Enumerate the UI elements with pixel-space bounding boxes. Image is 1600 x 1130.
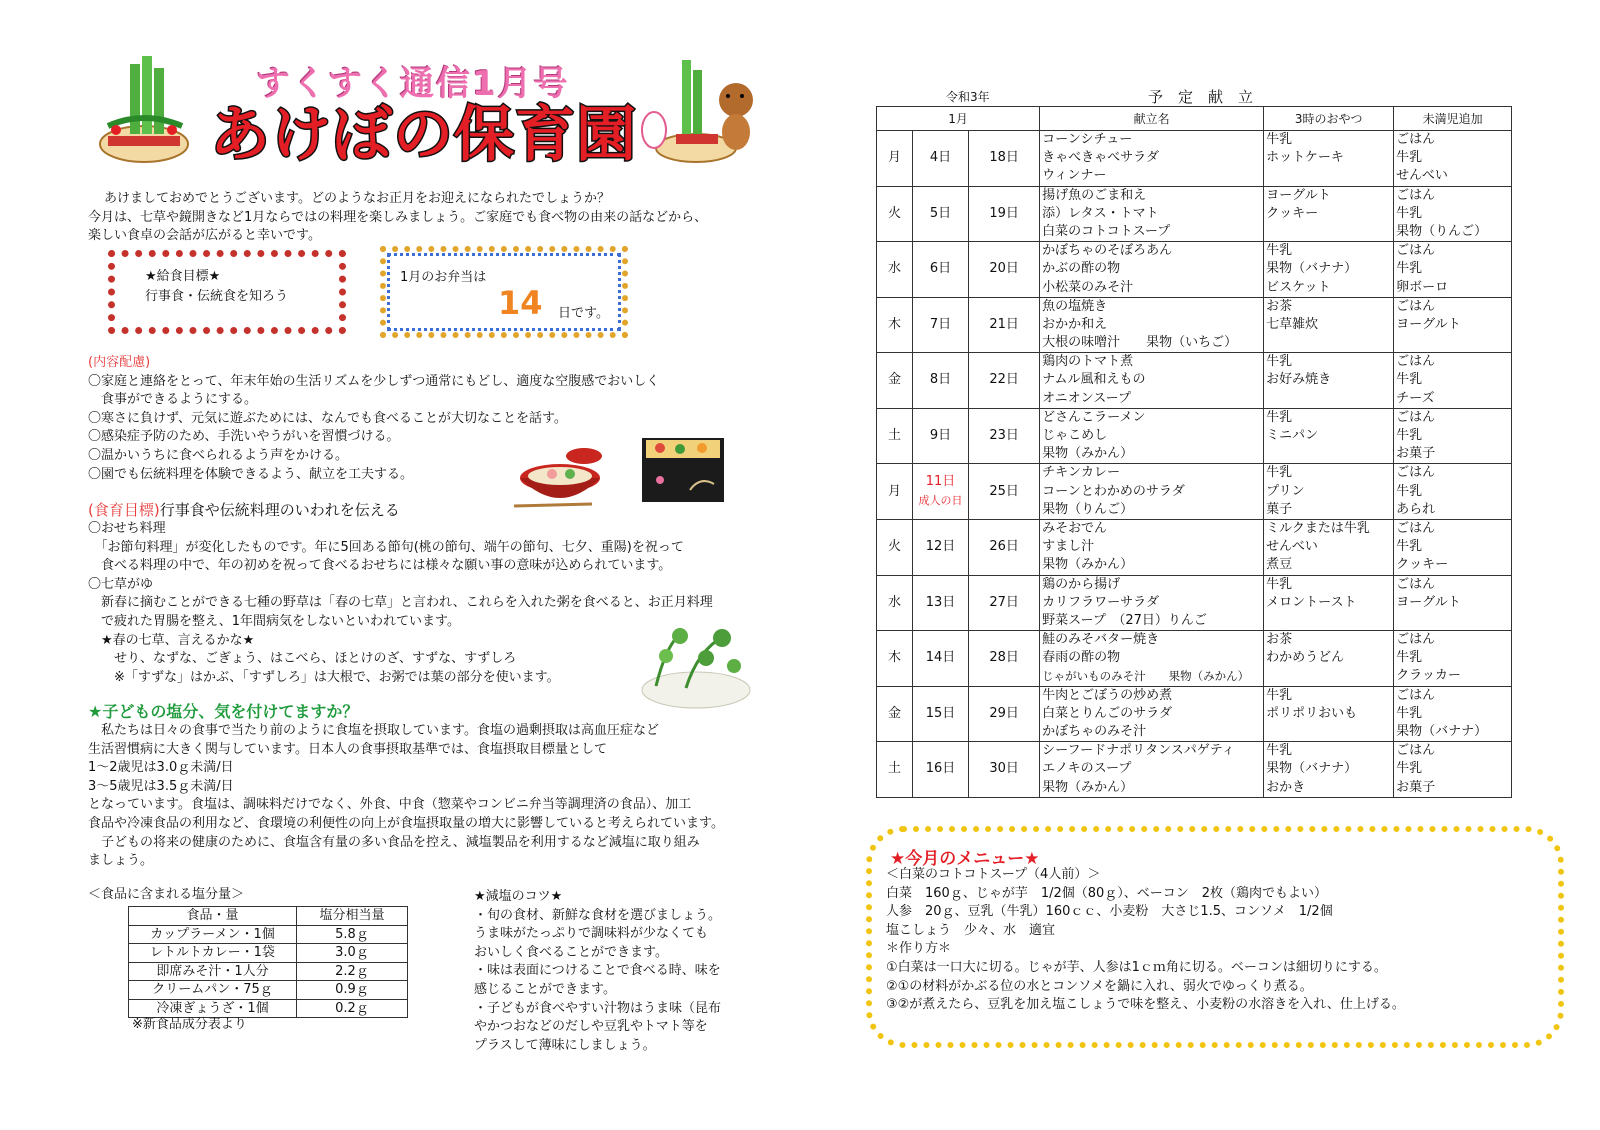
main-line: 白菜のコトコトスープ [1042,223,1171,239]
table-row [129,999,408,1018]
salt-line: ましょう。 [88,853,154,869]
food-goal-heading-text: 行事食や伝統料理のいわれを伝える [159,501,400,519]
tips-line: うま味がたっぷりで調味料が少なくても [474,926,709,942]
snack-line: お茶 [1266,632,1293,648]
date-cell: 27日 [989,594,1019,610]
main-line: 牛肉とごぼうの炒め煮 [1042,687,1173,703]
salt-line: 食品や冷凍食品の利用など、食環境の利便性の向上が食塩摂取量の増大に影響していると考えられています。 [88,815,724,831]
date-cell: 6日 [929,261,952,277]
date-cell: 9日 [929,427,952,443]
recipe-line: 人参 20ｇ、豆乳（牛乳）160ｃｃ、小麦粉 大さじ1.5、コンソメ 1/2個 [886,904,1333,920]
menu-header-extra: 未満児追加 [1394,107,1512,131]
menu-header-snack: 3時のおやつ [1264,107,1394,131]
date-cell: 23日 [989,427,1019,443]
food-cell: カップラーメン・1個 [129,925,297,944]
date-cell: 21日 [989,316,1019,332]
menu-row [877,353,1512,409]
date-cell: 13日 [925,594,956,610]
food-cell: クリームパン・75ｇ [129,981,297,1000]
snack-line [1266,167,1391,185]
snack-line: お好み焼き [1266,372,1332,388]
snack-line: せんべい [1266,539,1318,555]
extra-line: 牛乳 [1396,761,1423,777]
extra-line: 牛乳 [1396,150,1423,166]
tips-line: やかつおなどのだしや豆乳やトマト等を [474,1019,708,1035]
salt-cell: 0.9ｇ [297,981,408,1000]
date-cell: 19日 [989,205,1019,221]
bento-days-number: 14 [498,284,543,322]
kadomatsu-left-image [98,54,190,166]
salt-table-note: ※新食品成分表より [132,1017,247,1032]
weekday-cell: 金 [887,372,901,388]
extra-line: クッキー [1396,557,1449,573]
snack-line: 牛乳 [1266,687,1293,703]
tips-line: おいしく食べることができます。 [474,944,668,960]
recipe-line: ＊作り方＊ [886,941,952,957]
date-cell: 12日 [925,539,956,555]
snack-line [1266,667,1391,685]
weekday-cell: 木 [887,316,901,332]
food-cell: レトルトカレー・1袋 [129,944,297,963]
extra-line [1396,334,1509,352]
extra-line: 果物（りんご） [1396,223,1488,239]
main-line: じゃこめし [1042,428,1108,443]
menu-row [877,575,1512,631]
main-line: 揚げ魚のごま和え [1042,187,1147,203]
food-goal-line: ※「すずな」はかぶ、「すずしろ」は大根で、お粥では葉の部分を使います。 [88,669,560,685]
snack-line [1266,390,1391,408]
snack-line: クッキー [1266,205,1319,221]
main-line: 鶏肉のトマト煮 [1042,354,1134,370]
food-goal-heading: (食育目標) [88,501,160,519]
snack-line [1266,334,1391,352]
recipe-line: ②①の材料がかぶる位の水とコンソメを鍋に入れ、弱火でゆっくり煮る。 [886,978,1313,994]
goal-box [108,250,346,334]
snack-line [1266,445,1391,463]
menu-header-month: 1月 [877,107,1040,131]
recipe-line: 塩こしょう 少々、水 適宜 [886,922,1056,938]
main-line: 春雨の酢の物 [1042,650,1121,666]
main-line: 果物（みかん） [1042,557,1134,573]
main-line: 果物（りんご） [1042,501,1134,517]
extra-line: 牛乳 [1396,428,1423,443]
extra-line: ごはん [1396,520,1436,536]
main-line: 添）レタス・トマト [1042,205,1159,221]
snack-line: プリン [1266,483,1305,499]
salt-line: 生活習慣病に大きく関与しています。日本人の食事摂取基準では、食塩摂取目標量として [88,741,607,757]
recipe-box [866,826,1564,1048]
salt-line: 私たちは日々の食事で当たり前のように食塩を摂取しています。食塩の過剰摂取は高血圧症など [88,723,659,738]
kadomatsu-animals-image [636,56,762,164]
bento-suffix: 日です。 [558,306,609,321]
food-goal-line: 〇七草がゆ [88,576,154,592]
nanakusa-herbs-image [636,626,754,712]
menu-title: 予 定 献 立 [1148,88,1254,106]
date-cell: 28日 [989,650,1019,666]
content-line: 〇温かいうちに食べられるよう声をかける。 [88,447,349,463]
snack-line: 牛乳 [1266,243,1293,259]
extra-line: あられ [1396,501,1436,517]
date-cell: 7日 [929,316,952,332]
date-cell: 16日 [925,761,956,777]
snack-line: 果物（バナナ） [1266,761,1358,777]
tips-line: プラスして薄味にしましょう。 [474,1037,656,1053]
extra-line: 果物（バナナ） [1396,724,1488,739]
intro-text [88,190,768,246]
extra-line: ごはん [1396,187,1436,203]
extra-line: お菓子 [1396,779,1436,795]
main-line: 果物（みかん） [1042,446,1134,462]
date-cell: 20日 [989,261,1019,277]
salt-table-caption: ＜食品に含まれる塩分量＞ [88,887,245,902]
main-line: 小松菜のみそ汁 [1042,279,1134,295]
food-goal-line: ★春の七草、言えるかな★ [88,632,255,648]
extra-line: ごはん [1396,632,1436,648]
recipe-body [886,866,1405,1015]
content-line: 〇感染症予防のため、手洗いやうがいを習慣づける。 [88,429,400,445]
extra-line: 牛乳 [1396,372,1423,388]
table-row [129,925,408,944]
main-line: 果物（みかん） [1042,779,1134,795]
menu-header-dishes: 献立名 [1040,107,1264,131]
snack-line [1266,223,1391,241]
main-line: かぼちゃのみそ汁 [1042,724,1147,739]
nursery-name-title: あけぼの保育園 [210,100,637,170]
content-line: 〇寒さに負けず、元気に遊ぶためには、なんでも食べることが大切なことを話す。 [88,410,567,426]
main-line: かぼちゃのそぼろあん [1042,243,1173,259]
recipe-line: ①白菜は一口大に切る。じゃが芋、人参は1ｃｍ角に切る。ベーコンは細切りにする。 [886,959,1387,975]
content-line: 〇園でも伝統料理を体験できるよう、献立を工夫する。 [88,466,414,482]
snack-line: ビスケット [1266,279,1331,295]
main-line: どさんこラーメン [1042,409,1146,425]
menu-row [877,186,1512,242]
snack-line: ミニパン [1266,428,1319,443]
date-cell: 8日 [929,372,952,388]
salt-section [88,702,778,871]
main-line: ウィンナー [1042,168,1107,184]
snack-line: 七草雑炊 [1266,316,1319,332]
salt-heading: ★子どもの塩分、気を付けてますか？ [88,702,359,721]
food-goal-line: 食べる料理の中で、年の初めを祝って食べるおせちには様々な願い事の意味が込められています。 [88,558,672,574]
snack-line: お茶 [1266,298,1293,314]
extra-line: ごはん [1396,354,1436,370]
extra-line: 牛乳 [1396,205,1423,221]
date-cell: 30日 [989,761,1019,777]
extra-line: ヨーグルト [1396,316,1461,332]
salt-table-header: 塩分相当量 [297,907,408,926]
recipe-heading: ★今月のメニュー★ [890,849,1040,869]
newsletter-issue-title: すくすく通信1月号 [256,64,570,104]
salt-line: となっています。食塩は、調味料だけでなく、外食、中食（惣菜やコンビニ弁当等調理済の食品）、加工 [88,797,692,813]
extra-line: せんべい [1396,168,1448,184]
main-line: ナムル風和えもの [1042,372,1146,388]
salt-cell: 2.2ｇ [297,962,408,981]
intro-line: あけましておめでとうございます。どのようなお正月をお迎えになられたでしょうか？ [104,191,610,206]
snack-line: おかき [1266,779,1306,795]
recipe-line: ＜白菜のコトコトスープ（4人前）＞ [886,867,1101,882]
recipe-line: 白菜 160ｇ、じゃが芋 1/2個（80ｇ）、ベーコン 2枚（鶏肉でもよい） [886,885,1328,901]
weekday-cell: 月 [887,483,901,499]
extra-line: クラッカー [1396,668,1461,684]
food-cell: 即席みそ汁・1人分 [129,962,297,981]
extra-line: 牛乳 [1396,650,1423,666]
main-line: カリフラワーサラダ [1042,594,1160,610]
snack-line: 牛乳 [1266,354,1293,370]
snack-line: わかめうどん [1266,650,1345,666]
tips-line: ・味は表面につけることで食べる時、味を [474,963,721,979]
extra-line: 牛乳 [1396,261,1423,277]
snack-line [1266,612,1391,630]
main-line: 大根の味噌汁 果物（いちご） [1042,335,1238,351]
salt-line: 子どもの将来の健康のために、食塩含有量の多い食品を控え、減塩製品を利用するなど減塩に取り組み [88,834,700,850]
extra-line: ごはん [1396,243,1436,259]
goal-box-text: 行事食・伝統食を知ろう [145,289,289,304]
weekday-cell: 月 [887,150,901,166]
extra-line: 牛乳 [1396,539,1423,555]
main-line: みそおでん [1042,520,1108,536]
date-cell: 5日 [929,205,952,221]
salt-cell: 3.0ｇ [297,944,408,963]
menu-row [877,742,1512,798]
main-line: シーフードナポリタンスパゲティ [1042,743,1235,759]
salt-table [128,906,408,1018]
snack-line: ポリポリおいも [1266,705,1358,721]
main-line: じゃがいものみそ汁 果物（みかん） [1042,669,1250,684]
snack-line: 菓子 [1266,501,1293,517]
extra-line: ヨーグルト [1396,594,1461,610]
weekday-cell: 水 [887,261,901,277]
tips-line: 感じることができます。 [474,981,616,997]
table-row [129,962,408,981]
intro-line: 今月は、七草や鏡開きなど1月ならではの料理を楽しみましょう。ご家庭でも食べ物の由来の話などから、 [88,209,708,225]
main-line: 鮭のみそバター焼き [1042,632,1160,648]
extra-line: ごはん [1396,409,1436,425]
food-goal-line: 〇おせち料理 [88,521,166,536]
salt-cell: 0.2ｇ [297,999,408,1018]
weekday-cell: 金 [887,705,901,721]
food-cell: 冷凍ぎょうざ・1個 [129,999,297,1018]
bento-box [380,246,628,338]
extra-line: ごはん [1396,743,1436,759]
menu-table [876,106,1512,798]
snack-line: ミルクまたは牛乳 [1266,520,1370,536]
weekday-cell: 火 [887,205,901,221]
goal-box-title: ★給食目標★ [145,269,221,284]
main-line: エノキのスープ [1042,761,1132,777]
main-line: コーンとわかめのサラダ [1042,483,1185,499]
main-line: 鶏のから揚げ [1042,576,1121,592]
menu-row [877,131,1512,187]
snack-line: 牛乳 [1266,409,1293,425]
extra-line: ごはん [1396,687,1436,703]
snack-line: 果物（バナナ） [1266,261,1358,277]
weekday-cell: 土 [887,761,901,777]
date-cell: 4日 [929,150,952,166]
extra-line: チーズ [1396,390,1435,406]
main-line: チキンカレー [1042,465,1121,481]
tips-line: ・旬の食材、新鮮な食材を選びましょう。 [474,907,722,923]
table-row [129,981,408,1000]
food-goal-line: せり、なずな、ごぎょう、はこべら、ほとけのざ、すずな、すずしろ [88,651,517,667]
weekday-cell: 土 [887,427,901,443]
table-row [129,944,408,963]
main-line: 野菜スープ （27日）りんご [1042,612,1207,628]
content-heading: (内容配慮) [88,355,151,370]
snack-line: ヨーグルト [1266,187,1331,203]
extra-line: ごはん [1396,576,1436,592]
weekday-cell: 火 [887,539,901,555]
bento-label: 1月のお弁当は [400,270,487,285]
snack-line: 牛乳 [1266,132,1293,147]
weekday-cell: 水 [887,594,901,610]
food-goal-line: で疲れた胃腸を整え、1年間病気をしないといわれています。 [88,613,461,629]
menu-row [877,297,1512,353]
salt-table-header: 食品・量 [129,907,297,926]
salt-line: 3～5歳児は3.5ｇ未満/日 [88,778,234,794]
main-line: 魚の塩焼き [1042,298,1108,314]
main-line: オニオンスープ [1042,390,1131,406]
date-cell: 29日 [989,705,1019,721]
snack-line: メロントースト [1266,594,1357,610]
main-line: おかか和え [1042,316,1108,332]
date-cell: 15日 [925,705,956,721]
extra-line [1396,612,1509,630]
extra-line: 卵ボーロ [1396,279,1449,295]
date-cell: 22日 [989,372,1019,388]
extra-line: 牛乳 [1396,705,1423,721]
extra-line: ごはん [1396,298,1436,314]
date-cell: 25日 [989,483,1019,499]
date-cell: 14日 [925,650,956,666]
weekday-cell: 木 [887,650,901,666]
main-line: コーンシチュー [1042,132,1133,147]
date-cell: 18日 [989,150,1019,166]
main-line: 白菜とりんごのサラダ [1042,705,1173,721]
recipe-line: ③②が煮えたら、豆乳を加え塩こしょうで味を整え、小麦粉の水溶きを入れ、仕上げる。 [886,997,1405,1013]
snack-line: 牛乳 [1266,465,1293,481]
tips-heading: ★減塩のコツ★ [474,889,563,904]
snack-line: 牛乳 [1266,743,1293,759]
main-line: きゃべきゃべサラダ [1042,150,1160,166]
extra-line: 牛乳 [1396,483,1423,499]
menu-row [877,686,1512,742]
main-line: すまし汁 [1042,539,1095,555]
extra-line: ごはん [1396,465,1436,481]
menu-row [877,631,1512,687]
content-line: 食事ができるようにする。 [88,392,258,408]
salt-line: 1～2歳児は3.0ｇ未満/日 [88,760,234,776]
extra-line: お菓子 [1396,446,1436,462]
menu-row [877,408,1512,464]
food-goal-line: 新春に摘むことができる七種の野草は「春の七草」と言われ、これらを入れた粥を食べると、お正月料理 [88,595,713,611]
menu-row [877,464,1512,520]
snack-line: 牛乳 [1266,576,1293,592]
salt-cell: 5.8ｇ [297,925,408,944]
menu-row [877,519,1512,575]
intro-line: 楽しい食卓の会話が広がると幸いです。 [88,228,321,244]
snack-line: ホットケーキ [1266,150,1344,166]
food-goal-line: 「お節句料理」が変化したものです。年に5回ある節句(桃の節句、端午の節句、七夕、重陽)を祝って [88,539,684,555]
main-line: かぶの酢の物 [1042,261,1121,277]
snack-line: 煮豆 [1266,557,1293,573]
content-line: 〇家庭と連絡をとって、年末年始の生活リズムを少しずつ通常にもどし、適度な空腹感でおいしく [88,373,660,389]
date-cell: 26日 [989,539,1019,555]
date-cell: 11日 [925,474,956,490]
tips-line: ・子どもが食べやすい汁物はうま味（昆布 [474,1000,722,1016]
holiday-note: 成人の日 [918,493,963,507]
menu-era: 令和3年 [946,90,990,104]
extra-line: ごはん [1396,132,1436,147]
osechi-box-image [640,434,726,506]
snack-line [1266,723,1391,741]
tips-section [474,888,774,1055]
menu-row [877,242,1512,298]
